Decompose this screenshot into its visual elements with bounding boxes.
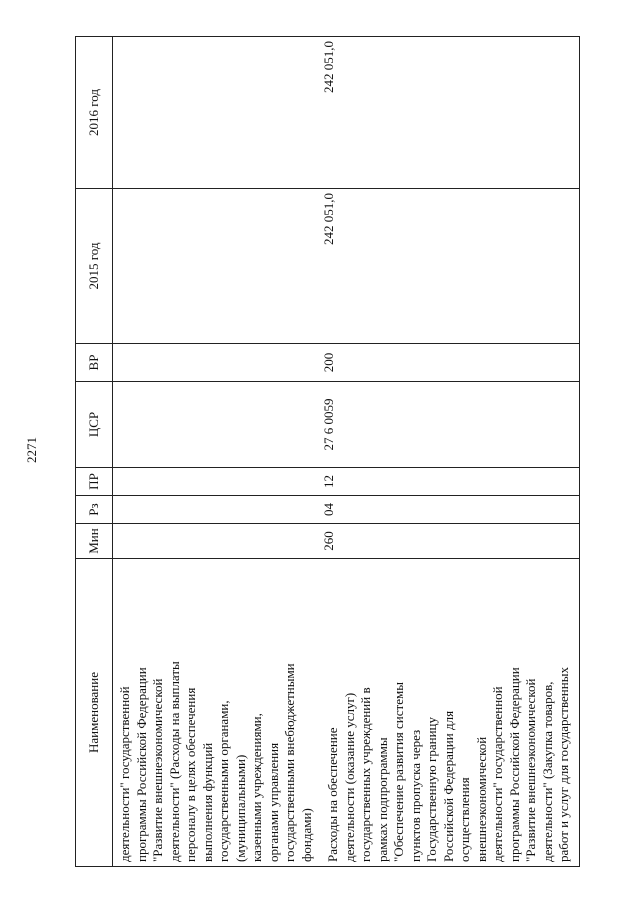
row-name-line: казенными учреждениями, xyxy=(249,713,264,862)
row-name-line: выполнения функций xyxy=(199,742,215,862)
row-name-line: государственных учреждений в xyxy=(358,687,373,862)
cell-2016 xyxy=(113,37,322,189)
row-name-cell xyxy=(113,559,322,867)
column-header-rz: Рз xyxy=(76,496,113,524)
table-row xyxy=(321,37,579,867)
column-header-name: Наименование xyxy=(76,559,113,867)
row-name-line: Расходы на обеспечение xyxy=(325,727,340,862)
cell-min xyxy=(113,524,322,559)
cell-pr xyxy=(113,468,322,496)
row-name-line: органами управления xyxy=(265,742,281,862)
cell-2015: 242 051,0 xyxy=(321,189,579,344)
row-name-line: деятельности" (Закупка товаров, xyxy=(539,681,555,862)
row-name-line: работ и услуг для государственных xyxy=(556,667,571,862)
row-name-line: программы Российской Федерации xyxy=(133,667,149,862)
budget-table xyxy=(75,36,580,867)
row-name-line: рамках подпрограммы xyxy=(374,737,390,862)
cell-pr: 12 xyxy=(321,468,579,496)
column-header-2016: 2016 год xyxy=(76,37,113,189)
column-header-csr: ЦСР xyxy=(76,382,113,468)
row-name-line: фондами) xyxy=(298,808,314,862)
cell-vr: 200 xyxy=(321,344,579,382)
row-name-line: программы Российской Федерации xyxy=(506,667,522,862)
row-name-line: деятельности" государственной xyxy=(490,686,505,862)
row-name-line: "Обеспечение развития системы xyxy=(391,682,406,862)
column-header-min: Мин xyxy=(76,524,113,559)
row-name-cell xyxy=(321,559,579,867)
row-name-line: Государственную границу xyxy=(424,717,439,862)
table-header xyxy=(76,37,113,867)
rotated-budget-table-wrapper xyxy=(75,37,615,867)
cell-rz xyxy=(113,496,322,524)
row-name-line: (муниципальными) xyxy=(232,754,248,862)
row-name-line: деятельности" (Расходы на выплаты xyxy=(166,661,182,862)
row-name-line: деятельности (оказание услуг) xyxy=(341,692,357,862)
row-name-line: деятельности" государственной xyxy=(117,686,132,862)
column-header-pr: ПР xyxy=(76,468,113,496)
page-number: 2271 xyxy=(24,437,39,463)
table-row xyxy=(113,37,322,867)
cell-csr: 27 6 0059 xyxy=(321,382,579,468)
row-name-line: государственными внебюджетными xyxy=(282,663,297,862)
row-name-line: "Развитие внешнеэкономической xyxy=(523,678,538,862)
row-name-line: осуществления xyxy=(457,777,472,862)
cell-vr xyxy=(113,344,322,382)
column-header-vr: ВР xyxy=(76,344,113,382)
row-name-line: внешнеэкономической xyxy=(473,736,489,862)
row-name-line: Российской Федерации для xyxy=(440,710,456,862)
cell-2016: 242 051,0 xyxy=(321,37,579,189)
row-name-line: "Развитие внешнеэкономической xyxy=(150,678,165,862)
cell-rz: 04 xyxy=(321,496,579,524)
cell-csr xyxy=(113,382,322,468)
row-name-line: персоналу в целях обеспечения xyxy=(183,687,198,862)
row-name-line: пунктов пропуска через xyxy=(407,729,423,862)
column-header-2015: 2015 год xyxy=(76,189,113,344)
cell-min: 260 xyxy=(321,524,579,559)
row-name-line: государственными органами, xyxy=(216,700,231,862)
cell-2015 xyxy=(113,189,322,344)
